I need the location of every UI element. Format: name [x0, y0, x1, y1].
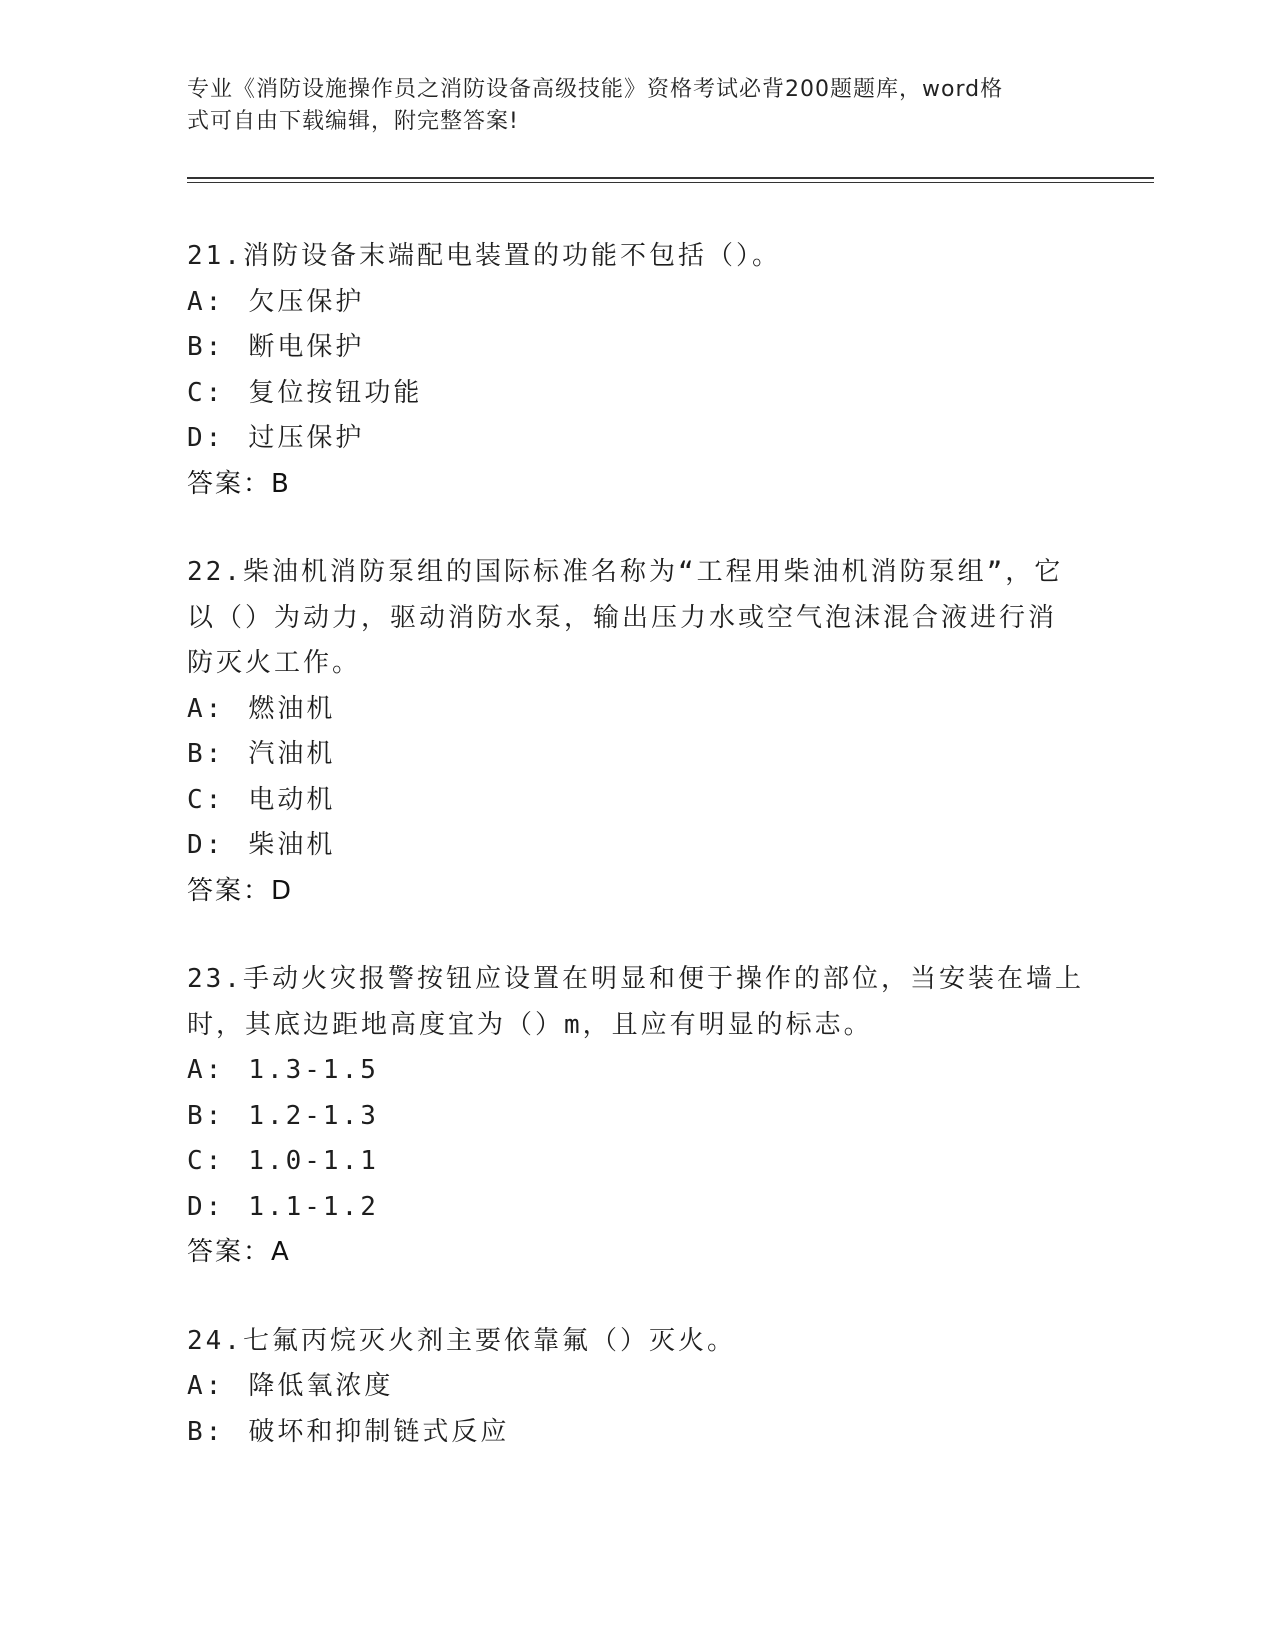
answer-option: [187, 1139, 1087, 1185]
option-letter: A:: [187, 286, 225, 317]
answer-option: [187, 1185, 1087, 1231]
question-stem: [187, 1319, 1087, 1365]
question-stem-line: 防灭火工作。: [187, 648, 362, 678]
answer-option: [187, 325, 1087, 371]
option-text: 燃油机: [248, 693, 336, 724]
question-stem-line: 23.手动火灾报警按钮应设置在明显和便于操作的部位，当安装在墙上: [187, 964, 1084, 994]
option-text: 电动机: [248, 784, 336, 815]
answer-option: [187, 732, 1087, 778]
answer-key: 答案：A: [187, 1237, 291, 1267]
question-stem: [187, 550, 1087, 687]
answer-key: 答案：B: [187, 468, 291, 499]
option-letter: B:: [187, 1416, 225, 1447]
option-letter: B:: [187, 739, 225, 769]
document-header: [187, 74, 1067, 138]
option-text: 降低氧浓度: [248, 1371, 394, 1401]
option-letter: B:: [187, 332, 225, 362]
header-line-1: 专业《消防设施操作员之消防设备高级技能》资格考试必背200题题库，word格: [187, 77, 1004, 102]
question-stem: [187, 957, 1087, 1048]
option-text: 过压保护: [248, 423, 365, 453]
answer-option: [187, 416, 1087, 462]
header-divider-thin: [187, 182, 1154, 183]
question-stem-line: 21.消防设备末端配电装置的功能不包括（）。: [187, 241, 781, 271]
question-stem-line: 时，其底边距地高度宜为（）m，且应有明显的标志。: [187, 1009, 873, 1040]
question-item: [187, 957, 1087, 1276]
option-text: 破坏和抑制链式反应: [248, 1416, 510, 1447]
answer-option: [187, 371, 1087, 417]
option-letter: C:: [187, 377, 225, 408]
question-item: [187, 550, 1087, 914]
option-text: 1.1-1.2: [248, 1191, 379, 1222]
answer-option: [187, 280, 1087, 326]
option-text: 1.2-1.3: [248, 1100, 379, 1131]
question-stem: [187, 234, 1087, 280]
option-text: 1.3-1.5: [248, 1055, 379, 1085]
question-stem-line: 以（）为动力，驱动消防水泵，输出压力水或空气泡沫混合液进行消: [187, 602, 1058, 633]
option-text: 汽油机: [248, 739, 336, 769]
answer-key: 答案：D: [187, 875, 294, 906]
option-letter: D:: [187, 1191, 225, 1222]
option-letter: A:: [187, 1371, 225, 1401]
question-list: [187, 234, 1087, 1498]
option-text: 断电保护: [248, 332, 365, 362]
option-letter: B:: [187, 1100, 225, 1131]
option-letter: A:: [187, 1055, 225, 1085]
answer-option: [187, 687, 1087, 733]
option-letter: D:: [187, 423, 225, 453]
question-item: [187, 234, 1087, 507]
answer-option: [187, 1410, 1087, 1456]
question-stem-line: 22.柴油机消防泵组的国际标准名称为“工程用柴油机消防泵组”，它: [187, 557, 1064, 587]
option-text: 欠压保护: [248, 286, 365, 317]
answer-option: [187, 778, 1087, 824]
option-letter: D:: [187, 830, 225, 860]
header-divider: [187, 177, 1154, 179]
option-text: 柴油机: [248, 830, 336, 860]
option-text: 1.0-1.1: [248, 1146, 379, 1176]
answer-option: [187, 823, 1087, 869]
header-line-2: 式可自由下载编辑，附完整答案!: [187, 109, 519, 134]
answer-option: [187, 1364, 1087, 1410]
answer-option: [187, 1094, 1087, 1140]
option-letter: A:: [187, 693, 225, 724]
option-letter: C:: [187, 1146, 225, 1176]
question-item: [187, 1319, 1087, 1456]
answer-option: [187, 1048, 1087, 1094]
option-letter: C:: [187, 784, 225, 815]
option-text: 复位按钮功能: [248, 377, 423, 408]
question-stem-line: 24.七氟丙烷灭火剂主要依靠氟（）灭火。: [187, 1325, 736, 1356]
